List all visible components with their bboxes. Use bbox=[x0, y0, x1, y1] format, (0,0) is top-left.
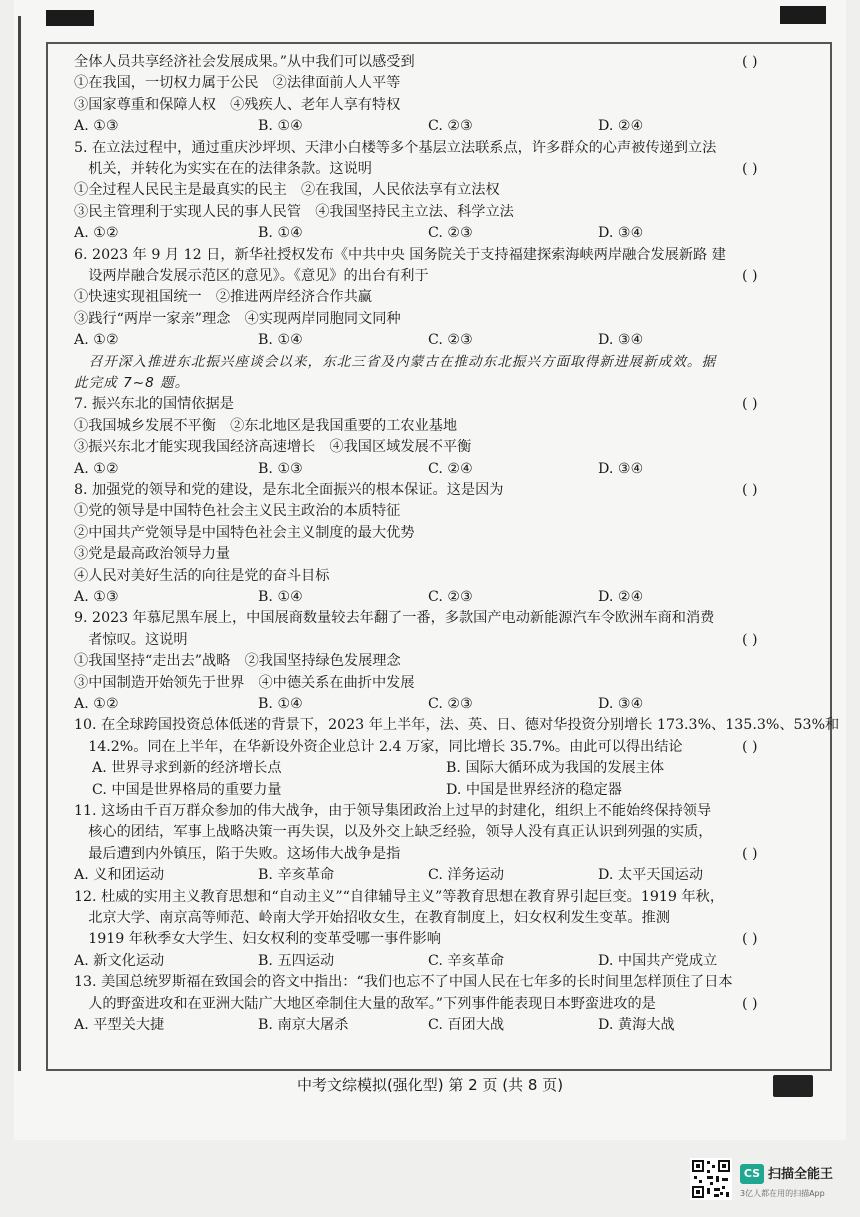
scanner-tagline: 3亿人都在用的扫描App bbox=[740, 1189, 825, 1198]
answer-option: C. 百团大战 bbox=[428, 1017, 505, 1033]
answer-option: A. ①③ bbox=[74, 589, 119, 605]
question-line: 机关，并转化为实实在在的法律条款。这说明 bbox=[74, 161, 372, 177]
question-line: 全体人员共享经济社会发展成果。”从中我们可以感受到 bbox=[74, 54, 415, 70]
answer-bracket: ( ) bbox=[742, 996, 758, 1012]
answer-option: B. ①④ bbox=[258, 589, 303, 605]
question-line: 8. 加强党的领导和党的建设，是东北全面振兴的根本保证。这是因为 bbox=[74, 482, 504, 498]
answer-option: C. ②③ bbox=[428, 332, 473, 348]
question-line: ①党的领导是中国特色社会主义民主政治的本质特征 bbox=[74, 503, 401, 519]
question-line: ①全过程人民民主是最真实的民主 ②在我国，人民依法享有立法权 bbox=[74, 182, 500, 198]
question-line: 1919 年秋季女大学生、妇女权利的变革受哪一事件影响 bbox=[74, 931, 441, 947]
answer-option: B. ①④ bbox=[258, 118, 303, 134]
question-line: 12. 杜威的实用主义教育思想和“自动主义”“自律辅导主义”等教育思想在教育界引起巨变。1919 年秋， bbox=[74, 889, 725, 905]
answer-option: D. 黄海大战 bbox=[598, 1017, 675, 1033]
question-line: 9. 2023 年慕尼黑车展上，中国展商数量较去年翻了一番，多款国产电动新能源汽车令欧洲车商和消费 bbox=[74, 610, 715, 626]
passage-intro-line: 此完成 7~8 题。 bbox=[74, 375, 190, 391]
answer-option: A. ①② bbox=[74, 332, 119, 348]
answer-option: B. ①④ bbox=[258, 225, 303, 241]
answer-option: B. 国际大循环成为我国的发展主体 bbox=[446, 760, 665, 776]
question-line: 人的野蛮进攻和在亚洲大陆广大地区牵制住大量的敌军。”下列事件能表现日本野蛮进攻的是 bbox=[74, 996, 656, 1012]
answer-option: D. ②④ bbox=[598, 589, 644, 605]
answer-option: D. ③④ bbox=[598, 225, 644, 241]
question-line: 6. 2023 年 9 月 12 日，新华社授权发布《中共中央 国务院关于支持福建探索海峡两岸融合发展新路 建 bbox=[74, 247, 726, 263]
answer-option: C. ②③ bbox=[428, 696, 473, 712]
question-line: 11. 这场由千百万群众参加的伟大战争，由于领导集团政治上过早的封建化，组织上不能始终保持领导 bbox=[74, 803, 712, 819]
answer-bracket: ( ) bbox=[742, 846, 758, 862]
question-line: 者惊叹。这说明 bbox=[74, 632, 188, 648]
answer-option: A. 义和团运动 bbox=[74, 867, 165, 883]
question-line: 设两岸融合发展示范区的意见》。《意见》的出台有利于 bbox=[74, 268, 429, 284]
answer-option: C. ②③ bbox=[428, 589, 473, 605]
answer-bracket: ( ) bbox=[742, 161, 758, 177]
question-line: ③党是最高政治领导力量 bbox=[74, 546, 231, 562]
answer-option: A. ①② bbox=[74, 696, 119, 712]
question-line: ①我国坚持“走出去”战略 ②我国坚持绿色发展理念 bbox=[74, 653, 401, 669]
question-line: ④人民对美好生活的向往是党的奋斗目标 bbox=[74, 568, 330, 584]
answer-option: D. ②④ bbox=[598, 118, 644, 134]
answer-option: A. ①③ bbox=[74, 118, 119, 134]
question-line: ①我国城乡发展不平衡 ②东北地区是我国重要的工农业基地 bbox=[74, 418, 458, 434]
answer-option: D. ③④ bbox=[598, 332, 644, 348]
answer-option: B. 五四运动 bbox=[258, 953, 335, 969]
answer-bracket: ( ) bbox=[742, 482, 758, 498]
answer-option: C. ②④ bbox=[428, 461, 473, 477]
question-line: ①在我国，一切权力属于公民 ②法律面前人人平等 bbox=[74, 75, 401, 91]
answer-option: B. 南京大屠杀 bbox=[258, 1017, 349, 1033]
answer-bracket: ( ) bbox=[742, 632, 758, 648]
corner-mark-top-left bbox=[46, 10, 94, 26]
qr-code-icon bbox=[690, 1158, 732, 1200]
question-line: ②中国共产党领导是中国特色社会主义制度的最大优势 bbox=[74, 525, 415, 541]
answer-option: A. 世界寻求到新的经济增长点 bbox=[92, 760, 282, 776]
page-footer: 中考文综模拟(强化型) 第 2 页 (共 8 页) bbox=[296, 1076, 564, 1094]
page-left-rule bbox=[18, 16, 21, 1071]
answer-option: D. ③④ bbox=[598, 461, 644, 477]
question-line: ③中国制造开始领先于世界 ④中德关系在曲折中发展 bbox=[74, 675, 415, 691]
footer-mark bbox=[773, 1075, 813, 1097]
passage-intro-line: 召开深入推进东北振兴座谈会以来，东北三省及内蒙古在推动东北振兴方面取得新进展新成效。据 bbox=[74, 354, 717, 370]
answer-option: D. 太平天国运动 bbox=[598, 867, 704, 883]
answer-option: C. ②③ bbox=[428, 118, 473, 134]
question-line: 14.2%。同在上半年，在华新设外资企业总计 2.4 万家，同比增长 35.7%。由此可以得出结论 bbox=[74, 739, 683, 755]
answer-option: A. ①② bbox=[74, 461, 119, 477]
answer-option: C. ②③ bbox=[428, 225, 473, 241]
question-line: 核心的团结，军事上战略决策一再失误，以及外交上缺乏经验，领导人没有真正认识到列强的实质， bbox=[74, 824, 713, 840]
question-line: ③振兴东北才能实现我国经济高速增长 ④我国区域发展不平衡 bbox=[74, 439, 472, 455]
question-line: 10. 在全球跨国投资总体低迷的背景下，2023 年上半年，法、英、日、德对华投资分别增长 173.3%、135.3%、53%和 bbox=[74, 717, 840, 733]
answer-option: D. ③④ bbox=[598, 696, 644, 712]
question-line: 7. 振兴东北的国情依据是 bbox=[74, 396, 234, 412]
answer-option: A. 平型关大捷 bbox=[74, 1017, 165, 1033]
answer-option: B. ①③ bbox=[258, 461, 303, 477]
question-line: 13. 美国总统罗斯福在致国会的咨文中指出：“我们也忘不了中国人民在七年多的长时间里怎样顶住了日本 bbox=[74, 974, 733, 990]
answer-option: C. 洋务运动 bbox=[428, 867, 505, 883]
answer-option: A. ①② bbox=[74, 225, 119, 241]
answer-bracket: ( ) bbox=[742, 54, 758, 70]
question-line: ①快速实现祖国统一 ②推进两岸经济合作共赢 bbox=[74, 289, 372, 305]
answer-option: C. 辛亥革命 bbox=[428, 953, 505, 969]
question-line: ③民主管理利于实现人民的事人民管 ④我国坚持民主立法、科学立法 bbox=[74, 204, 514, 220]
scanner-app-name: 扫描全能王 bbox=[768, 1167, 834, 1182]
answer-bracket: ( ) bbox=[742, 739, 758, 755]
answer-bracket: ( ) bbox=[742, 931, 758, 947]
question-line: 5. 在立法过程中，通过重庆沙坪坝、天津小白楼等多个基层立法联系点，许多群众的心声被传递到立法 bbox=[74, 140, 717, 156]
answer-option: B. 辛亥革命 bbox=[258, 867, 335, 883]
answer-bracket: ( ) bbox=[742, 396, 758, 412]
answer-option: A. 新文化运动 bbox=[74, 953, 165, 969]
answer-bracket: ( ) bbox=[742, 268, 758, 284]
answer-option: B. ①④ bbox=[258, 696, 303, 712]
question-line: ③国家尊重和保障人权 ④残疾人、老年人享有特权 bbox=[74, 97, 401, 113]
camscanner-logo-icon: CS bbox=[740, 1164, 764, 1184]
corner-mark-top-right bbox=[780, 6, 826, 24]
answer-option: C. 中国是世界格局的重要力量 bbox=[92, 782, 282, 798]
question-line: 最后遭到内外镇压，陷于失败。这场伟大战争是指 bbox=[74, 846, 401, 862]
scanner-watermark bbox=[690, 1158, 850, 1208]
question-line: ③践行“两岸一家亲”理念 ④实现两岸同胞同文同种 bbox=[74, 311, 401, 327]
answer-option: B. ①④ bbox=[258, 332, 303, 348]
question-line: 北京大学、南京高等师范、岭南大学开始招收女生，在教育制度上，妇女权利发生变革。推测 bbox=[74, 910, 670, 926]
answer-option: D. 中国是世界经济的稳定器 bbox=[446, 782, 622, 798]
answer-option: D. 中国共产党成立 bbox=[598, 953, 718, 969]
